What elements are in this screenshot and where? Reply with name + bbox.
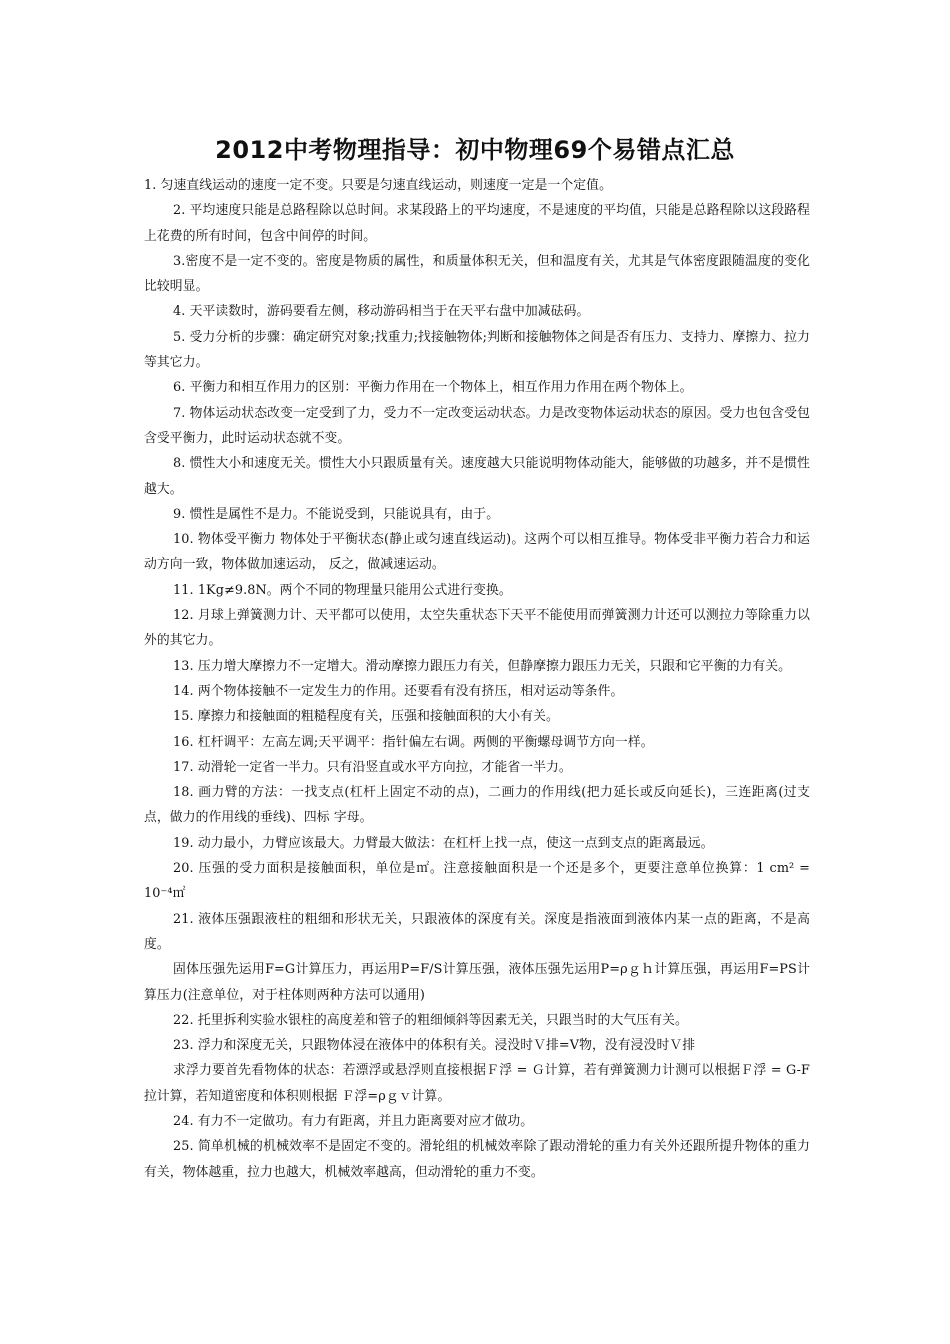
paragraph-5: 5. 受力分析的步骤：确定研究对象;找重力;找接触物体;判断和接触物体之间是否有压力、支持力、摩擦力、拉力等其它力。 (144, 329, 810, 371)
paragraph-11: 11. 1Kg≠9.8N。两个不同的物理量只能用公式进行变换。 (173, 582, 512, 598)
paragraph-10: 10. 物体受平衡力 物体处于平衡状态(静止或匀速直线运动)。这两个可以相互推导。物体受非平衡力若合力和运动方向一致，物体做加速运动， 反之，做减速运动。 (144, 532, 810, 573)
paragraph-7: 7. 物体运动状态改变一定受到了力，受力不一定改变运动状态。力是改变物体运动状态的原因。受力也包含受包含受平衡力，此时运动状态就不变。 (144, 405, 810, 446)
paragraph-17: 17. 动滑轮一定省一半力。只有沿竖直或水平方向拉，才能省一半力。 (173, 759, 572, 775)
paragraph-23-note: 求浮力要首先看物体的状态：若漂浮或悬浮则直接根据Ｆ浮 = Ｇ计算，若有弹簧测力计测可以根据Ｆ浮 = G-F拉计算，若知道密度和体积则根据 Ｆ浮=ρｇｖ计算。 (144, 1063, 810, 1104)
paragraph-23: 23. 浮力和深度无关，只跟物体浸在液体中的体积有关。浸没时Ｖ排=V物，没有浸没时Ｖ排 (173, 1038, 696, 1054)
document-title: 2012中考物理指导：初中物理69个易错点汇总 (215, 136, 735, 164)
paragraph-2: 2. 平均速度只能是总路程除以总时间。求某段路上的平均速度，不是速度的平均值，只能是总路程除以这段路程上花费的所有时间，包含中间停的时间。 (144, 203, 810, 244)
paragraph-20: 20. 压强的受力面积是接触面积，单位是㎡。注意接触面积是一个还是多个，更要注意单位换算：1 cm² = 10⁻⁴㎡ (144, 861, 810, 902)
document-body (144, 173, 810, 1185)
paragraph-25: 25. 简单机械的机械效率不是固定不变的。滑轮组的机械效率除了跟动滑轮的重力有关外还跟所提升物体的重力有关，物体越重，拉力也越大，机械效率越高，但动滑轮的重力不变。 (144, 1139, 810, 1180)
paragraph-1: 1. 匀速直线运动的速度一定不变。只要是匀速直线运动，则速度一定是一个定值。 (144, 178, 612, 193)
paragraph-19: 19. 动力最小，力臂应该最大。力臂最大做法：在杠杆上找一点，使这一点到支点的距离最远。 (173, 835, 714, 851)
paragraph-12: 12. 月球上弹簧测力计、天平都可以使用，太空失重状态下天平不能使用而弹簧测力计还可以测拉力等除重力以外的其它力。 (144, 608, 810, 649)
paragraph-21: 21. 液体压强跟液柱的粗细和形状无关，只跟液体的深度有关。深度是指液面到液体内某一点的距离，不是高度。 (144, 911, 810, 952)
paragraph-3: 3.密度不是一定不变的。密度是物质的属性，和质量体积无关，但和温度有关，尤其是气体密度跟随温度的变化比较明显。 (144, 253, 810, 295)
paragraph-24: 24. 有力不一定做功。有力有距离，并且力距离要对应才做功。 (173, 1113, 534, 1129)
paragraph-9: 9. 惯性是属性不是力。不能说受到，只能说具有，由于。 (173, 506, 500, 522)
paragraph-13: 13. 压力增大摩擦力不一定增大。滑动摩擦力跟压力有关，但静摩擦力跟压力无关，只跟和它平衡的力有关。 (173, 658, 792, 674)
paragraph-6: 6. 平衡力和相互作用力的区别：平衡力作用在一个物体上，相互作用力作用在两个物体上。 (173, 380, 693, 396)
paragraph-4: 4. 天平读数时，游码要看左侧，移动游码相当于在天平右盘中加减砝码。 (173, 304, 590, 320)
paragraph-15: 15. 摩擦力和接触面的粗糙程度有关，压强和接触面积的大小有关。 (173, 709, 559, 725)
paragraph-16: 16. 杠杆调平：左高左调;天平调平：指针偏左右调。两侧的平衡螺母调节方向一样。 (173, 734, 654, 750)
paragraph-18: 18. 画力臂的方法：一找支点(杠杆上固定不动的点)，二画力的作用线(把力延长或反向延长)，三连距离(过支点，做力的作用线的垂线)、四标 字母。 (144, 785, 810, 826)
paragraph-14: 14. 两个物体接触不一定发生力的作用。还要看有没有挤压，相对运动等条件。 (173, 683, 624, 699)
paragraph-22: 22. 托里拆利实验水银柱的高度差和管子的粗细倾斜等因素无关，只跟当时的大气压有关。 (173, 1012, 688, 1028)
paragraph-21-note: 固体压强先运用F=G计算压力，再运用P=F/S计算压强，液体压强先运用P=ρｇｈ计算压强，再运用F=PS计算压力(注意单位，对于柱体则两种方法可以通用) (144, 962, 810, 1003)
paragraph-8: 8. 惯性大小和速度无关。惯性大小只跟质量有关。速度越大只能说明物体动能大，能够做的功越多，并不是惯性越大。 (144, 456, 810, 497)
